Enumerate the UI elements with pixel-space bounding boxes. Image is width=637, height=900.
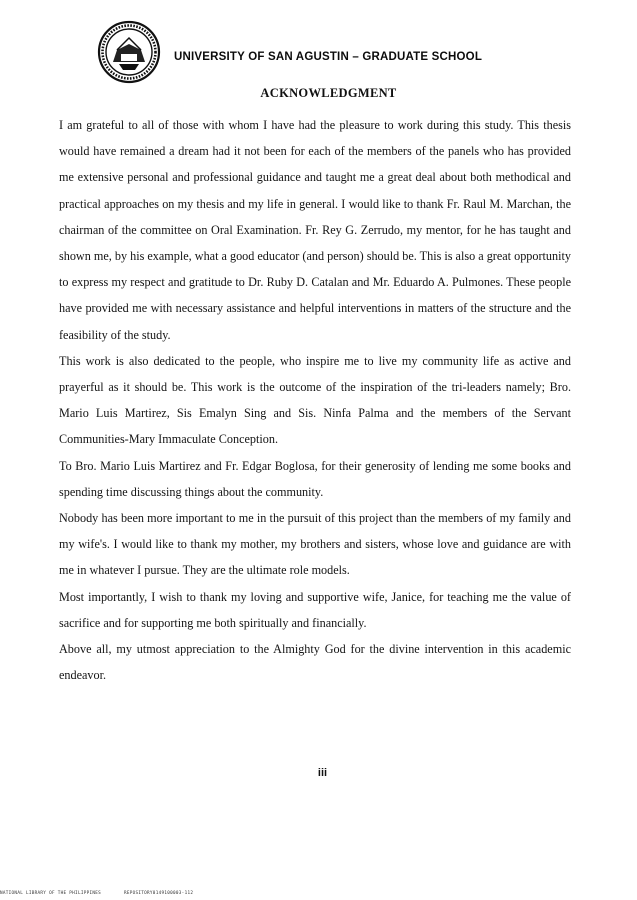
footer-code: REPOSITORY0149100003-112 [123, 891, 194, 896]
paragraph-god: Above all, my utmost appreciation to the Almighty God for the divine intervention in this academic endeavor. [59, 642, 571, 683]
paragraph-lending-books: To Bro. Mario Luis Martirez and Fr. Edgar Boglosa, for their generosity of lending me some books and spending time discussing things about the community. [59, 458, 571, 499]
paragraph-panels: I am grateful to all of those with whom I have had the pleasure to work during this study. This thesis would have remained a dream had it not been for each of the members of the panels who has provided me extensive personal and professional guidance and taught me a great deal about both methodical and practical approaches on my thesis and my life in general. I would like to thank Fr. Raul M. Marchan, the chairman of the committee on Oral Examination. Fr. Rey G. Zerrudo, my mentor, for he has taught and shown me, by his example, what a good educator (and person) should be. This is also a great opportunity to express my respect and gratitude to Dr. Ruby D. Catalan and Mr. Eduardo A. Pulmones. These people have provided me with necessary assistance and helpful interventions in matters of the structure and the feasibility of the study. [59, 118, 571, 342]
paragraph-wife: Most importantly, I wish to thank my loving and supportive wife, Janice, for teaching me the value of sacrifice and for supporting me both spiritually and financially. [59, 589, 571, 630]
institution-header: UNIVERSITY OF SAN AGUSTIN – GRADUATE SCHOOL [174, 51, 483, 63]
acknowledgment-body [59, 112, 571, 688]
paragraph-family: Nobody has been more important to me in the pursuit of this project than the members of my family and my wife's. I would like to thank my mother, my brothers and sisters, whose love and guidance are with me in whatever I pursue. They are the ultimate role models. [59, 511, 571, 578]
page-number: iii [317, 767, 328, 779]
library-footer [0, 891, 193, 896]
paragraph-community: This work is also dedicated to the people, who inspire me to live my community life as active and prayerful as it should be. This work is the outcome of the inspiration of the tri-leaders namely; Bro. Mario Luis Martirez, Sis Emalyn Sing and Sis. Ninfa Palma and the members of the Servant Communities-Mary Immaculate Conception. [59, 353, 571, 447]
document-title: ACKNOWLEDGMENT [260, 86, 397, 100]
university-seal-icon [97, 20, 161, 84]
footer-library: NATIONAL LIBRARY OF THE PHILIPPINES [0, 891, 102, 896]
